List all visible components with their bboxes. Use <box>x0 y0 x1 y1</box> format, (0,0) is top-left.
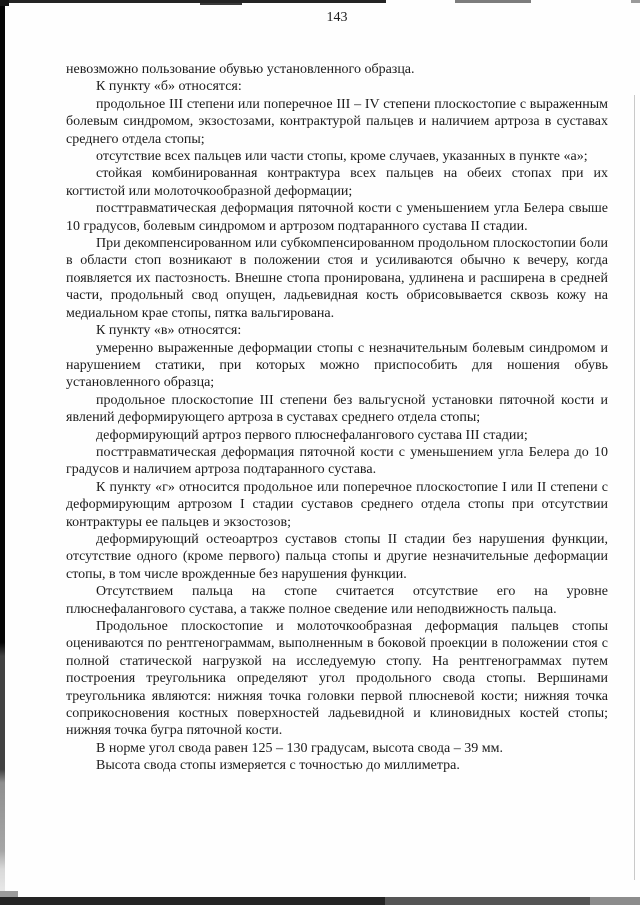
paragraph-point-g-item: деформирующий остеоартроз суставов стопы II стадии без нарушения функции, отсутствие одного (кроме первого) пальца стопы и другие незначительные деформации стопы, в том числе врожденные без нарушения функции. <box>66 531 608 582</box>
scan-artifact-bottom-edge <box>0 897 385 905</box>
scan-artifact-bottom-spot <box>0 891 18 897</box>
paragraph-point-v-item: продольное плоскостопие III степени без вальгусной установки пяточной кости и явлений деформирующего артроза в суставах среднего отдела стопы; <box>66 392 608 426</box>
paragraph-xray-method: Продольное плоскостопие и молоточкообразная деформация пальцев стопы оцениваются по рентгенограммам, выполненным в боковой проекции в положении стоя с полной статической нагрузкой на исследуемую стопу. На рентгенограммах путем построения треугольника определяют угол продольного свода стопы. Вершинами треугольника являются: нижняя точка головки первой плюсневой кости; нижняя точка соприкосновения костных поверхностей ладьевидной и клиновидных костей стопы; нижняя точка бугра пяточной кости. <box>66 619 608 739</box>
paragraph-point-v-header: К пункту «в» относятся: <box>96 323 242 339</box>
paragraph-continuation: невозможно пользование обувью установленного образца. <box>66 62 415 77</box>
paragraph-point-b-item: посттравматическая деформация пяточной кости с уменьшением угла Белера свыше 10 градусов, болевым синдромом и артрозом подтаранного сустава II стадии. <box>66 201 608 234</box>
paragraph-point-b-item: стойкая комбинированная контрактура всех пальцев на обеих стопах при их когтистой или молоточкообразной деформации; <box>66 166 608 199</box>
paragraph-norm-values: В норме угол свода равен 125 – 130 градусам, высота свода – 39 мм. <box>96 740 503 756</box>
scan-artifact-bottom-edge <box>590 897 640 905</box>
scan-artifact-right-edge <box>634 95 635 880</box>
scan-artifact-top-edge <box>0 0 9 6</box>
paragraph-definition: Отсутствием пальца на стопе считается отсутствие его на уровне плюснефалангового сустава, а также полное сведение или неподвижность пальца. <box>66 584 608 617</box>
scan-artifact-top-edge <box>200 3 242 5</box>
scan-artifact-top-edge <box>455 0 531 3</box>
paragraph-point-b-item: продольное III степени или поперечное III – IV степени плоскостопие с выраженным болевым синдромом, экзостозами, контрактурой пальцев и наличием артроза в суставах среднего отдела стопы; <box>66 96 608 147</box>
scan-artifact-bottom-edge <box>385 897 590 905</box>
paragraph-point-b-item: отсутствие всех пальцев или части стопы, кроме случаев, указанных в пункте «а»; <box>96 149 588 165</box>
paragraph-point-b-header: К пункту «б» относятся: <box>96 79 242 95</box>
document-text <box>66 61 608 775</box>
scan-artifact-top-edge <box>9 0 386 3</box>
paragraph-point-g-item: К пункту «г» относится продольное или поперечное плоскостопие I или II степени с деформирующим артрозом I стадии суставов среднего отдела стопы при отсутствии контрактуры ее пальцев и экзостозов; <box>66 479 608 530</box>
paragraph-description: При декомпенсированном или субкомпенсированном продольном плоскостопии боли в области стоп возникают в положении стоя и усиливаются обычно к вечеру, когда появляется их пастозность. Внешне стопа пронирована, удлинена и расширена в средней части, продольный свод опущен, ладьевидная кость обрисовывается сквозь кожу на медиальном крае стопы, пятка вальгирована. <box>66 236 608 321</box>
scan-artifact-top-edge <box>631 0 640 3</box>
scan-artifact-left-edge <box>0 0 5 905</box>
paragraph-point-v-item: деформирующий артроз первого плюснефалангового сустава III стадии; <box>96 427 528 443</box>
paragraph-point-v-item: посттравматическая деформация пяточной кости с уменьшением угла Белера до 10 градусов и наличием артроза подтаранного сустава. <box>66 444 608 478</box>
paragraph-point-v-item: умеренно выраженные деформации стопы с незначительным болевым синдромом и нарушением статики, при которых можно приспособить для ношения обувь установленного образца; <box>66 340 608 391</box>
paragraph-measurement-note: Высота свода стопы измеряется с точностью до миллиметра. <box>96 758 460 774</box>
page-number: 143 <box>326 10 348 25</box>
